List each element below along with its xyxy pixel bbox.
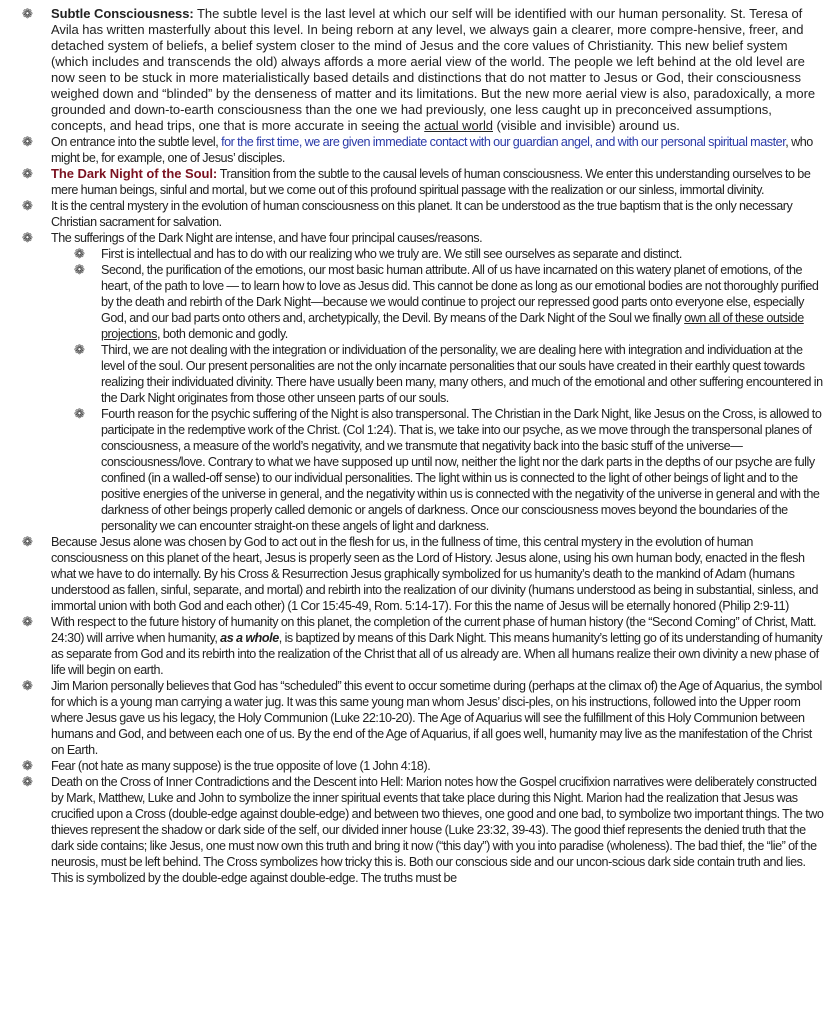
sub-item-fourth [0,406,839,534]
sub-bullet-list [0,246,839,534]
flower-bullet-icon: ❁ [22,6,33,21]
underlined-text: own all of these outside projections [101,311,804,341]
list-item-lord-of-history [0,534,839,614]
bullet-list [0,6,839,246]
flower-bullet-icon: ❁ [22,758,33,773]
flower-bullet-icon: ❁ [22,134,33,149]
flower-bullet-icon: ❁ [22,198,33,213]
list-item-death-on-cross [0,774,839,886]
list-item-dark-night [0,166,839,198]
list-item-age-of-aquarius [0,678,839,758]
sub-item-third [0,342,839,406]
list-item-second-coming [0,614,839,678]
flower-bullet-icon: ❁ [74,406,85,421]
flower-bullet-icon: ❁ [74,342,85,357]
highlighted-text: for the first time, we are given immediate contact with our guardian angel, and with our personal spiritual master [221,135,786,149]
paragraph: It is the central mystery in the evolution of human consciousness on this planet. It can be understood as the true baptism that is the only necessary Christian sacrament for salvation. [51,199,793,229]
paragraph: Jim Marion personally believes that God has “scheduled” this event to occur sometime during (perhaps at the climax of) the Age of Aquarius, the symbol for which is a young man carrying a water jug. It was this same young man whom Jesus’ disci-ples, on his instructions, followed into the Upper room where Jesus gave us his legacy, the Holy Communion (Luke 22:10-20). The Age of Aquarius will see the fulfillment of this Holy Communion between humans and God, and between each one of us. By the end of the Age of Aquarius, if all goes well, humanity may live as the manifestation of the Christ on Earth. [51,679,822,757]
flower-bullet-icon: ❁ [22,534,33,549]
flower-bullet-icon: ❁ [22,166,33,181]
underlined-text: actual world [424,118,493,133]
paragraph: Second, the purification of the emotions, our most basic human attribute. All of us have incarnated on this watery planet of emotions, of the heart, of the path to love — to learn how to love as Jesus did. This cannot be done as long as our emotional bodies are not thoroughly purified by the death and rebirth of the Dark Night—because we would continue to project our repressed good parts onto everyone else, especially God, and our bad parts onto others and, archetypically, the Devil. By means of the Dark Night of the Soul we finally own all of these outside projections, both demonic and godly. [101,263,819,341]
flower-bullet-icon: ❁ [22,230,33,245]
paragraph: Fear (not hate as many suppose) is the true opposite of love (1 John 4:18). [51,759,431,773]
bullet-list-continued [0,534,839,886]
list-item-central-mystery [0,198,839,230]
list-item-subtle-consciousness [0,6,839,134]
paragraph: The sufferings of the Dark Night are intense, and have four principal causes/reasons. [51,231,483,245]
item-heading: The Dark Night of the Soul: [51,166,218,181]
paragraph: The Dark Night of the Soul: Transition from the subtle to the causal levels of human consciousness. We enter this understanding ourselves to be mere human beings, sinful and mortal, but we come out of this profound spiritual passage with the realization or our sinless, immortal divinity. [51,166,811,197]
paragraph: Death on the Cross of Inner Contradictions and the Descent into Hell: Marion notes how the Gospel crucifixion narratives were deliberately constructed by Mark, Matthew, Luke and John to symbolize the inner spiritual events that take place during this Night. Marion had the realization that Jesus was crucified upon a Cross (double-edge against double-edge) and between two thieves, one good and one bad, to symbolize two important things. The two thieves represent the shadow or dark side of the self, our divided inner house (Luke 23:32, 39-43). The good thief represents the denied truth that the dark side contains; like Jesus, one must now own this truth and bring it now (“this day”) with you into paradise (wholeness). The bad thief, the “lie” of the neurosis, must be left behind. The Cross symbolizes how tricky this is. Both our conscious side and our uncon-scious dark side contain truth and lies. This is symbolized by the double-edge against double-edge. The truths must be [51,775,824,885]
paragraph: First is intellectual and has to do with our realizing who we truly are. We still see ourselves as separate and distinct. [101,247,682,261]
paragraph: On entrance into the subtle level, for the first time, we are given immediate contact with our guardian angel, and with our personal spiritual master, who might be, for example, one of Jesus’ disciples. [51,135,813,165]
item-heading: Subtle Consciousness: [51,6,194,21]
flower-bullet-icon: ❁ [22,614,33,629]
list-item-fear [0,758,839,774]
paragraph: With respect to the future history of humanity on this planet, the completion of the current phase of human history (the “Second Coming” of Christ, Matt. 24:30) will arrive when humanity, as a whole, is baptized by means of this Dark Night. This means humanity’s letting go of its understanding of humanity as separate from God and its rebirth into the realization of the Christ that all of us already are. When all humans realize their own divinity a new phase of life will begin on earth. [51,615,823,677]
flower-bullet-icon: ❁ [22,678,33,693]
flower-bullet-icon: ❁ [74,246,85,261]
emphasis-text: as a whole [220,631,279,645]
list-item-guardian-angel [0,134,839,166]
list-item-sufferings [0,230,839,246]
paragraph: Because Jesus alone was chosen by God to act out in the flesh for us, in the fullness of time, this central mystery in the evolution of human consciousness on this planet of the heart, Jesus is properly seen as the Lord of History. Jesus alone, using his own human body, enacted in the flesh what we have to do internally. By his Cross & Resurrection Jesus graphically symbolized for us humanity’s death to the mankind of Adam (humans understood as fallen, sinful, separate, and mortal) and rebirth into the realization of our divinity (humans understood as being in substantial, sinless, and immortal union with both God and each other) (1 Cor 15:45-49, Rom. 5:14-17). For this the name of Jesus will be eternally honored (Philip 2:9-11) [51,535,819,613]
flower-bullet-icon: ❁ [22,774,33,789]
paragraph: Third, we are not dealing with the integration or individuation of the personality, we are dealing here with integration and individuation at the level of the soul. Our present personalities are not the only incarnate personalities that our souls have created in their earthly quest towards realizing their individuated divinity. There have usually been many, many others, and much of the emotional and other suffering encountered in the Dark Night originates from those other unseen parts of our souls. [101,343,823,405]
sub-item-second [0,262,839,342]
paragraph: Subtle Consciousness: The subtle level is the last level at which our self will be identified with our human personality. St. Teresa of Avila has written masterfully about this level. In being reborn at any level, we always gain a clearer, more compre-hensive, freer, and detached system of beliefs, a belief system closer to the mind of Jesus and the core values of Christianity. This new belief system (which includes and transcends the old) always affords a more aerial view of the world. The people we left behind at the old level are now seen to be stuck in more materialistically based details and distinctions that do not matter to Jesus or God, their consciousness weighed down and “blinded” by the denseness of matter and its limitations. But the new more aerial view is also, paradoxically, a more grounded and down-to-earth consciousness than the one we had previously, one less caught up in preconceived assumptions, concepts, and head trips, one that is more accurate in seeing the actual world (visible and invisible) around us. [51,6,816,133]
paragraph: Fourth reason for the psychic suffering of the Night is also transpersonal. The Christian in the Dark Night, like Jesus on the Cross, is allowed to participate in the redemptive work of the Christ. (Col 1:24). That is, we take into our psyche, as we move through the transpersonal planes of consciousness, a measure of the world’s negativity, and we transmute that negativity back into the basic stuff of the universe—consciousness/love. Contrary to what we have supposed up until now, neither the light nor the dark parts in the depths of our psyche are fully confined (in a walled-off sense) to our individual personalities. The light within us is connected to the light of other beings of light and to the positive energies of the universe in general, and the negativity within us is connected with the negativity of the universe in general and with the darkness of other beings properly called demonic or angels of darkness. Once our consciousness moves beyond the boundaries of the personality we can encounter straight-on these angels of light and darkness. [101,407,822,533]
flower-bullet-icon: ❁ [74,262,85,277]
sub-item-first [0,246,839,262]
